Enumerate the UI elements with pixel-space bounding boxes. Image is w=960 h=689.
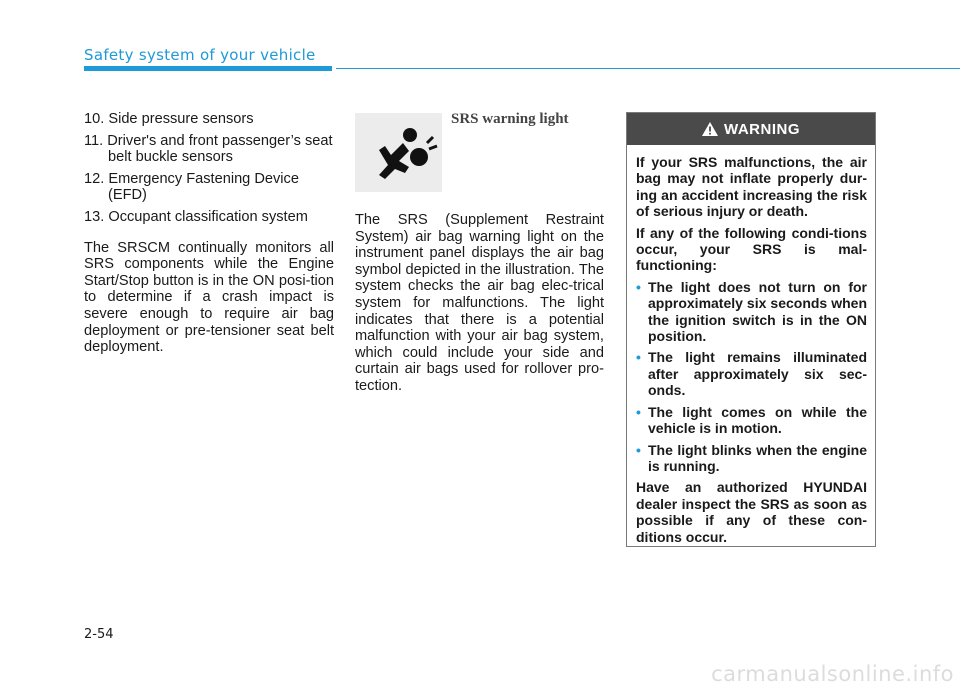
airbag-warning-icon: [355, 113, 442, 192]
warning-closing: Have an authorized HYUNDAI dealer inspect the SRS as soon as possible if any of these con-ditions occur.: [636, 479, 867, 545]
list-item: 11. Driver's and front passenger’s seat belt buckle sensors: [84, 132, 333, 166]
warning-bullet: • The light remains illuminated after approximately six sec-onds.: [636, 349, 867, 398]
warning-box: [626, 112, 876, 547]
warning-bullet: • The light comes on while the vehicle is in motion.: [636, 404, 867, 437]
list-item: 13. Occupant classification system: [84, 208, 308, 225]
warning-lead: If any of the following condi-tions occur, your SRS is mal-functioning:: [636, 224, 867, 274]
warning-triangle-icon: [702, 122, 718, 136]
list-item: 10. Side pressure sensors: [84, 111, 254, 127]
left-column: [84, 111, 334, 356]
warning-title: WARNING: [724, 120, 800, 138]
srs-heading: SRS warning light: [451, 111, 569, 127]
list-item: 12. Emergency Fastening Device (EFD): [84, 170, 299, 204]
warning-header: [627, 113, 875, 145]
srscm-paragraph: The SRSCM continually monitors all SRS components while the Engine Start/Stop button is in the ON posi-tion to determine if a crash impact is severe enough to require air bag deployment or pre-tensioner seat belt deployment.: [84, 239, 334, 356]
section-title: Safety system of your vehicle: [84, 46, 316, 64]
warning-bullet: • The light does not turn on for approximately six seconds when the ignition switch is in the ON position.: [636, 279, 867, 345]
page-number: 2-54: [84, 627, 114, 642]
srs-paragraph: The SRS (Supplement Restraint System) air bag warning light on the instrument panel displays the air bag symbol depicted in the illustration. The system checks the air bag elec-trical system for malfunctions. The light indicates that there is a potential malfunction with your air bag system, which could include your side and curtain air bags used for rollover pro-tection.: [355, 212, 604, 394]
header-rule-thin: [336, 68, 960, 69]
header-rule-thick: [84, 66, 332, 71]
warning-body: [627, 145, 875, 545]
warning-intro: If your SRS malfunctions, the air bag may not inflate properly dur-ing an accident increasing the risk of serious injury or death.: [636, 154, 867, 220]
warning-bullet: • The light blinks when the engine is running.: [636, 442, 867, 475]
watermark: carmanualsonline.info: [711, 662, 954, 686]
